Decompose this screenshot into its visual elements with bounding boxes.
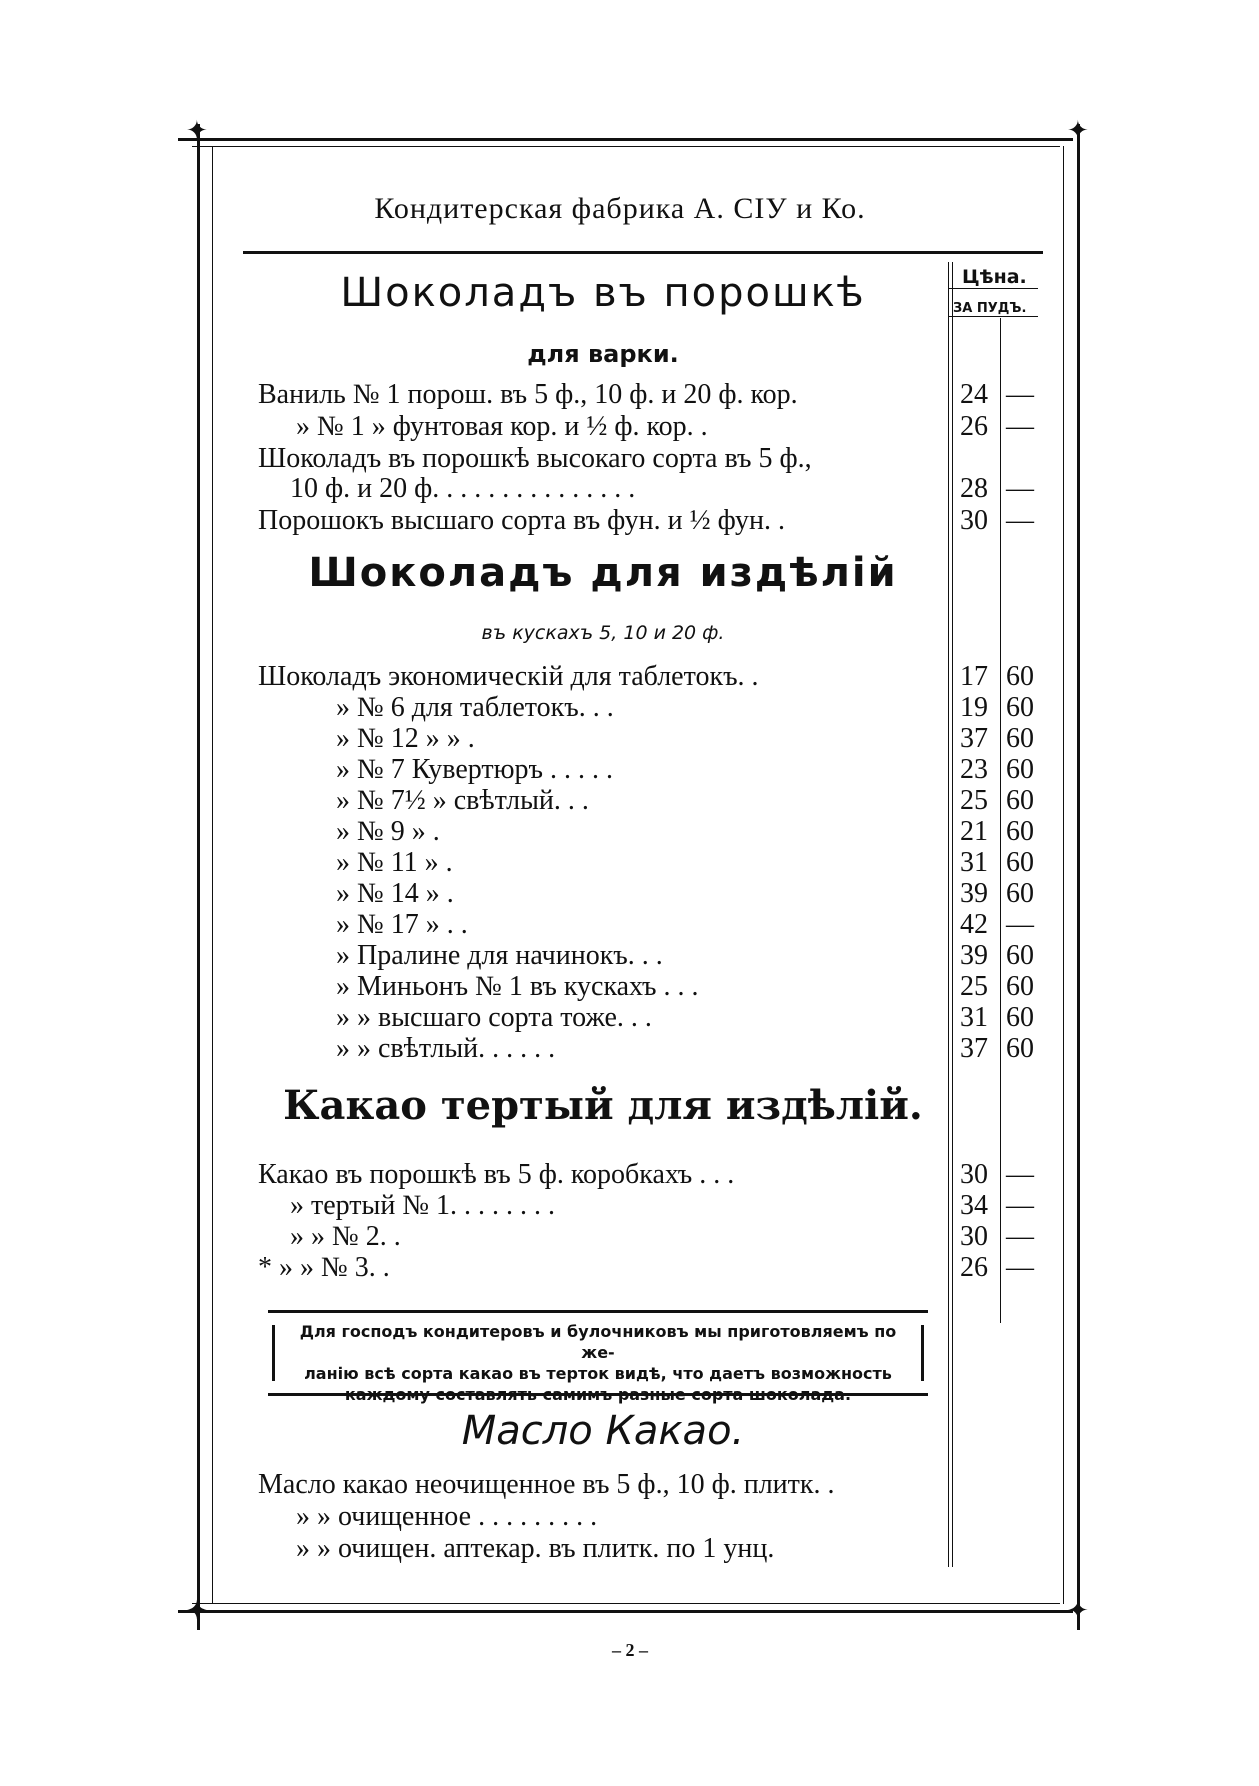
price-rub: 30 — [960, 505, 988, 536]
price-kop: 60 — [1006, 816, 1034, 847]
frame-left-rule-inner — [212, 146, 213, 1604]
price-rub: 17 — [960, 661, 988, 692]
corner-ornament-icon: ✦ — [186, 116, 208, 146]
price-header-rule — [948, 288, 1038, 289]
list-item: Какао въ порошкѣ въ 5 ф. коробкахъ . . . — [258, 1159, 735, 1190]
price-kop: — — [1006, 473, 1034, 504]
price-rub: 23 — [960, 754, 988, 785]
price-rub: 39 — [960, 878, 988, 909]
price-rub: 31 — [960, 847, 988, 878]
list-item: * » » № 3. . — [258, 1252, 390, 1283]
price-kop: 60 — [1006, 1002, 1034, 1033]
list-item: 10 ф. и 20 ф. . . . . . . . . . . . . . . — [290, 473, 636, 504]
price-rub: 42 — [960, 909, 988, 940]
page-number: – 2 – — [612, 1640, 648, 1660]
price-rub: 30 — [960, 1221, 988, 1252]
price-rub: 25 — [960, 785, 988, 816]
list-item: » № 11 » . — [336, 847, 453, 878]
price-header-line1: Цѣна. — [962, 266, 1027, 288]
price-kop: 60 — [1006, 754, 1034, 785]
price-kop: — — [1006, 505, 1034, 536]
list-item: » » очищенное . . . . . . . . . — [296, 1501, 598, 1532]
list-item: Масло какао неочищенное въ 5 ф., 10 ф. плитк. . — [258, 1469, 835, 1500]
price-rub: 31 — [960, 1002, 988, 1033]
list-item: Шоколадъ экономическій для таблетокъ. . — [258, 661, 759, 692]
list-item: » » свѣтлый. . . . . . — [336, 1033, 556, 1064]
list-item: » № 7½ » свѣтлый. . . — [336, 785, 589, 816]
price-kop: — — [1006, 1159, 1034, 1190]
list-item: » № 7 Кувертюръ . . . . . — [336, 754, 614, 785]
list-item: » » высшаго сорта тоже. . . — [336, 1002, 652, 1033]
frame-left-rule — [197, 124, 200, 1630]
price-kop: — — [1006, 379, 1034, 410]
price-rub: 26 — [960, 1252, 988, 1283]
list-item: » Миньонъ № 1 въ кускахъ . . . — [336, 971, 699, 1002]
list-item: » № 6 для таблетокъ. . . — [336, 692, 614, 723]
price-kop: 60 — [1006, 971, 1034, 1002]
price-kop: — — [1006, 1252, 1034, 1283]
header-rule — [243, 251, 1043, 254]
section-title: Шоколадъ для издѣлій — [308, 550, 898, 596]
price-rub: 21 — [960, 816, 988, 847]
frame-bottom-rule-inner — [192, 1603, 1060, 1604]
frame-right-rule — [1077, 124, 1080, 1630]
notice-right-rule — [921, 1325, 924, 1381]
price-rub: 30 — [960, 1159, 988, 1190]
price-rub: 25 — [960, 971, 988, 1002]
frame-top-rule — [178, 138, 1073, 141]
price-rub: 39 — [960, 940, 988, 971]
price-kop: — — [1006, 411, 1034, 442]
frame-top-rule-inner — [192, 146, 1060, 147]
list-item: Шоколадъ въ порошкѣ высокаго сорта въ 5 ф., — [258, 443, 812, 474]
list-item: » № 9 » . — [336, 816, 440, 847]
page-title: Кондитерская фабрика А. СІУ и Ко. — [374, 192, 866, 225]
list-item: » № 12 » » . — [336, 723, 475, 754]
notice-box — [268, 1310, 928, 1404]
list-item: » № 14 » . — [336, 878, 454, 909]
price-rub: 26 — [960, 411, 988, 442]
price-rub: 34 — [960, 1190, 988, 1221]
price-kop: 60 — [1006, 878, 1034, 909]
price-rub: 37 — [960, 1033, 988, 1064]
price-rub: 24 — [960, 379, 988, 410]
section-subtitle: въ кускахъ 5, 10 и 20 ф. — [481, 622, 725, 644]
list-item: » » очищен. аптекар. въ плитк. по 1 унц. — [296, 1533, 775, 1564]
frame-right-rule-inner — [1063, 146, 1064, 1604]
price-header-rule — [948, 316, 1038, 317]
list-item: » » № 2. . — [290, 1221, 401, 1252]
notice-left-rule — [272, 1325, 275, 1381]
price-kop: 60 — [1006, 940, 1034, 971]
price-header-line2: ЗА ПУДЪ. — [953, 301, 1027, 316]
corner-ornament-icon: ✦ — [1067, 116, 1089, 146]
section-title: Какао тертый для издѣлій. — [283, 1082, 923, 1129]
price-kop: 60 — [1006, 847, 1034, 878]
price-kop: 60 — [1006, 1033, 1034, 1064]
price-kop: 60 — [1006, 785, 1034, 816]
price-kop: 60 — [1006, 661, 1034, 692]
price-rub: 28 — [960, 473, 988, 504]
price-kop: — — [1006, 1190, 1034, 1221]
price-kop: 60 — [1006, 692, 1034, 723]
corner-ornament-icon: ✦ — [1067, 1596, 1089, 1626]
price-kop: — — [1006, 909, 1034, 940]
section-title: Шоколадъ въ порошкѣ — [340, 270, 866, 316]
section-title: Масло Какао. — [461, 1408, 745, 1454]
section-subtitle: для варки. — [527, 340, 679, 368]
corner-ornament-icon: ✦ — [186, 1596, 208, 1626]
list-item: Порошокъ высшаго сорта въ фун. и ½ фун. . — [258, 505, 786, 536]
list-item: » Пралине для начинокъ. . . — [336, 940, 663, 971]
price-kop: 60 — [1006, 723, 1034, 754]
list-item: » тертый № 1. . . . . . . . — [290, 1190, 556, 1221]
price-rub: 19 — [960, 692, 988, 723]
notice-text: каждому составлять самимъ разные сорта шоколада. — [344, 1385, 852, 1404]
price-rub: 37 — [960, 723, 988, 754]
list-item: Ваниль № 1 порош. въ 5 ф., 10 ф. и 20 ф. кор. — [258, 379, 798, 410]
notice-text: ланію всѣ сорта какао въ терток видѣ, что даетъ возможность — [304, 1364, 892, 1383]
list-item: » № 1 » фунтовая кор. и ½ ф. кор. . — [296, 411, 708, 442]
list-item: » № 17 » . . — [336, 909, 468, 940]
price-kop: — — [1006, 1221, 1034, 1252]
notice-text: Для господъ кондитеровъ и булочниковъ мы приготовляемъ по же- — [299, 1322, 897, 1362]
frame-bottom-rule — [178, 1610, 1073, 1613]
